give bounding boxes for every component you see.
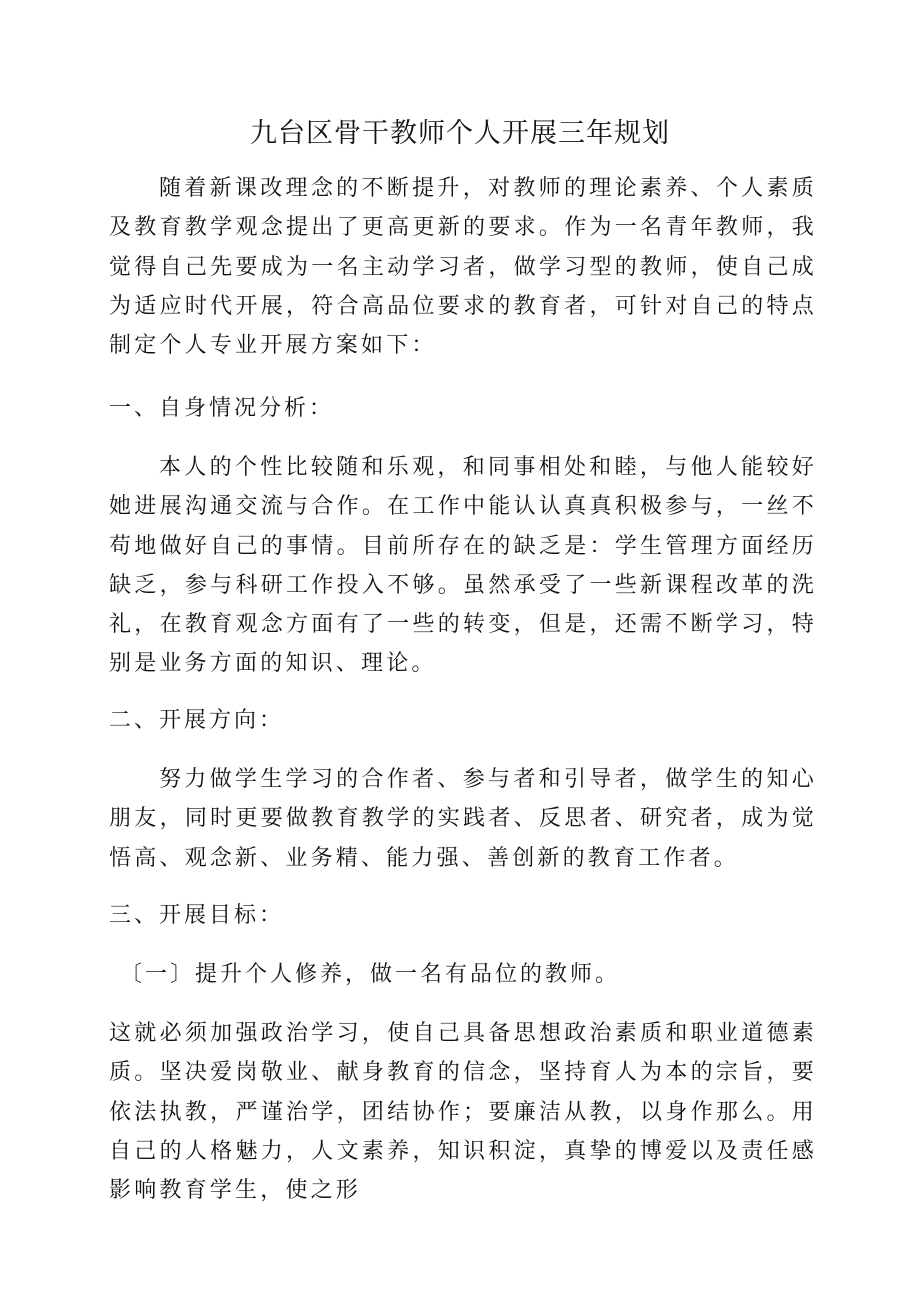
section-1-body: 本人的个性比较随和乐观，和同事相处和睦，与他人能较好她进展沟通交流与合作。在工作中能认认真真积极参与，一丝不苟地做好自己的事情。目前所存在的缺乏是：学生管理方面经历缺乏，参与科研工作投入不够。虽然承受了一些新课程改革的洗礼，在教育观念方面有了一些的转变，但是，还需不断学习，特别是业务方面的知识、理论。 — [109, 455, 817, 677]
section-3-sub-1-body: 这就必须加强政治学习，使自己具备思想政治素质和职业道德素质。坚决爱岗敬业、献身教育的信念，坚持育人为本的宗旨，要依法执教，严谨治学，团结协作；要廉洁从教，以身作那么。用自己的人格魅力，人文素养，知识积淀，真挚的博爱以及责任感影响教育学生，使之形 — [109, 1021, 817, 1204]
intro-paragraph: 随着新课改理念的不断提升，对教师的理论素养、个人素质及教育教学观念提出了更高更新的要求。作为一名青年教师，我觉得自己先要成为一名主动学习者，做学习型的教师，使自己成为适应时代开展，符合高品位要求的教育者，可针对自己的特点制定个人专业开展方案如下： — [109, 176, 817, 359]
document-title: 九台区骨干教师个人开展三年规划 — [250, 118, 670, 149]
section-2-body: 努力做学生学习的合作者、参与者和引导者，做学生的知心朋友，同时更要做教育教学的实践者、反思者、研究者，成为觉悟高、观念新、业务精、能力强、善创新的教育工作者。 — [109, 767, 817, 871]
section-3-sub-1-heading: 〔一〕提升个人修养，做一名有品位的教师。 — [120, 962, 621, 987]
section-1-heading: 一、自身情况分析： — [109, 396, 335, 421]
section-3-heading: 三、开展目标： — [109, 903, 285, 928]
section-2-heading: 二、开展方向： — [109, 708, 285, 733]
